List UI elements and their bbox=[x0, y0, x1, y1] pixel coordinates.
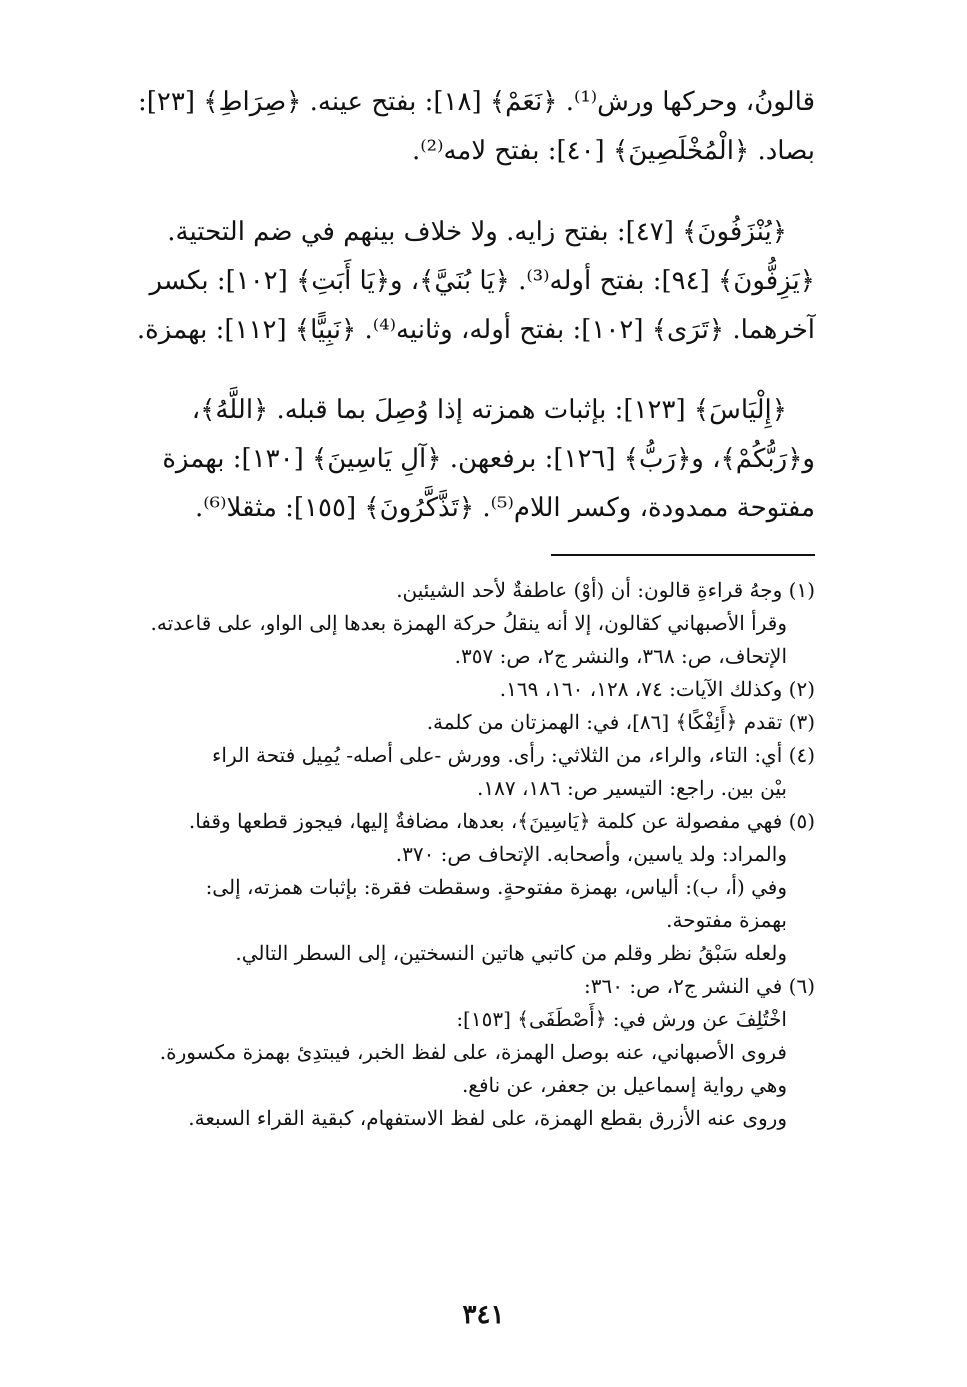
body-line: ﴿إِلْيَاسَ﴾ [١٢٣]: بإثبات همزته إذا وُصِلَ بما قبله. ﴿اللَّهُ﴾، bbox=[191, 395, 787, 425]
body-line: ﴿يُنْزَفُونَ﴾ [٤٧]: بفتح زايه. ولا خلاف بينهم في ضم التحتية. bbox=[167, 217, 787, 247]
footnote-line: والمراد: ولد ياسين، وأصحابه. الإتحاف ص: ٣٧٠. bbox=[395, 842, 787, 866]
footnote-4: (٤) أي: التاء، والراء، من الثلاثي: رأى. وورش -على أصله- يُمِيل فتحة الراء bbox=[212, 743, 815, 767]
body-line: و﴿رَبُّكُمْ﴾، و﴿رَبُّ﴾ [١٢٦]: برفعهن. ﴿آلِ يَاسِينَ﴾ [١٣٠]: بهمزة bbox=[162, 444, 815, 474]
footnote-line: بيْن بين. راجع: التيسير ص: ١٨٦، ١٨٧. bbox=[477, 776, 787, 800]
footnote-line: فروى الأصبهاني، عنه بوصل الهمزة، على لفظ الخبر، فيبتدِئ بهمزة مكسورة. bbox=[159, 1040, 787, 1064]
body-line: مفتوحة ممدودة، وكسر اللام⁽⁵⁾. ﴿تَذَّكَّرُونَ﴾ [١٥٥]: مثقلا⁽⁶⁾. bbox=[194, 493, 815, 523]
body-line: بصاد. ﴿الْمُخْلَصِينَ﴾ [٤٠]: بفتح لامه⁽²⁾. bbox=[411, 136, 815, 166]
footnote-separator bbox=[551, 554, 815, 556]
page-number: ٣٤١ bbox=[462, 1300, 505, 1330]
footnotes bbox=[103, 574, 815, 1135]
body-line: قالونُ، وحركها ورش⁽¹⁾. ﴿نَعَمْ﴾ [١٨]: بفتح عينه. ﴿صِرَاطِ﴾ [٢٣]: bbox=[137, 87, 815, 117]
footnote-line: وقرأ الأصبهاني كقالون، إلا أنه ينقلُ حركة الهمزة بعدها إلى الواو، على قاعدته. bbox=[150, 611, 787, 635]
footnote-line: بهمزة مفتوحة. bbox=[666, 908, 787, 932]
footnote-line: وفي (أ، ب): ألياس، بهمزة مفتوحةٍ. وسقطت فقرة: بإثبات همزته، إلى: bbox=[205, 875, 787, 899]
footnote-6: (٦) في النشر ج٢، ص: ٣٦٠: bbox=[584, 974, 815, 998]
body-paragraph-3 bbox=[103, 386, 815, 533]
footnote-line: الإتحاف، ص: ٣٦٨، والنشر ج٢، ص: ٣٥٧. bbox=[454, 644, 787, 668]
footnote-line: وروى عنه الأزرق بقطع الهمزة، على لفظ الاستفهام، كبقية القراء السبعة. bbox=[188, 1106, 787, 1130]
body-paragraph-2 bbox=[103, 208, 815, 355]
footnote-line: اخْتُلِفَ عن ورش في: ﴿أَصْطَفَى﴾ [١٥٣]: bbox=[456, 1007, 787, 1031]
footnote-2: (٢) وكذلك الآيات: ٧٤، ١٢٨، ١٦٠، ١٦٩. bbox=[499, 677, 815, 701]
footnote-1: (١) وجهُ قراءةِ قالون: أن (أوْ) عاطفةٌ لأحد الشيئين. bbox=[396, 578, 815, 602]
footnote-line: ولعله سَبْقُ نظر وقلم من كاتبي هاتين النسختين، إلى السطر التالي. bbox=[235, 941, 787, 965]
footnote-3: (٣) تقدم ﴿أَئِفْكًا﴾ [٨٦]، في: الهمزتان من كلمة. bbox=[426, 710, 815, 734]
body-paragraph-1 bbox=[103, 78, 815, 176]
body-line: ﴿يَزِفُّونَ﴾ [٩٤]: بفتح أوله⁽³⁾. ﴿يَا بُنَيَّ﴾، و﴿يَا أَبَتِ﴾ [١٠٢]: بكسر bbox=[149, 266, 815, 296]
footnote-line: وهي رواية إسماعيل بن جعفر، عن نافع. bbox=[461, 1073, 787, 1097]
body-line: آخرهما. ﴿تَرَى﴾ [١٠٢]: بفتح أوله، وثانيه⁽⁴⁾. ﴿نَبِيًّا﴾ [١١٢]: بهمزة. bbox=[136, 315, 815, 345]
footnote-5: (٥) فهي مفصولة عن كلمة ﴿يَاسِينَ﴾، بعدها، مضافةٌ إليها، فيجوز قطعها وقفا. bbox=[188, 809, 815, 833]
